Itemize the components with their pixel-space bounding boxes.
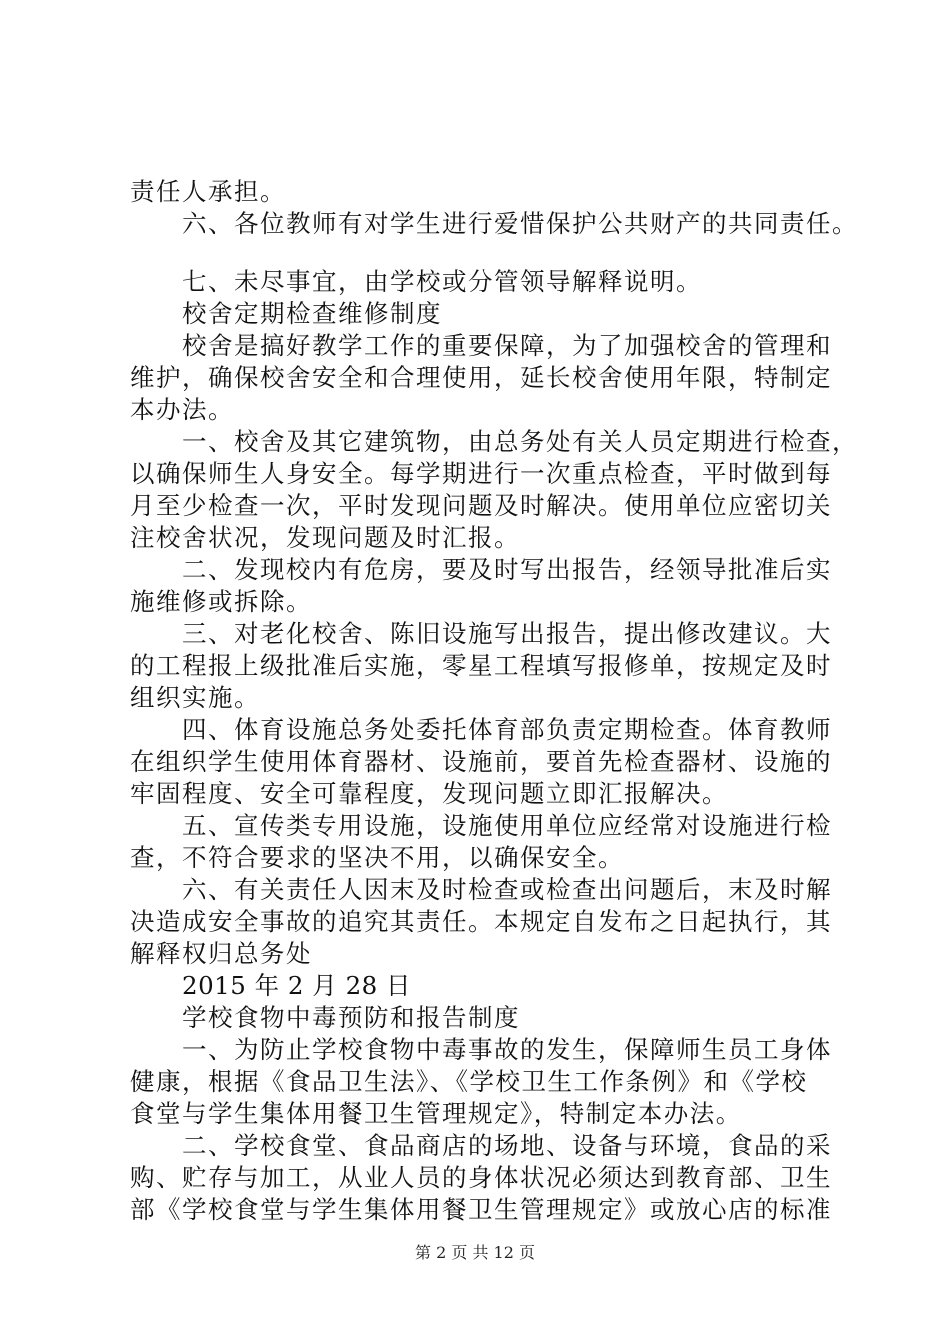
text-line: 一、为防止学校食物中毒事故的发生，保障师生员工身体 xyxy=(182,1035,832,1064)
page-number-footer: 第 2 页 共 12 页 xyxy=(415,1243,535,1262)
text-line: 五、宣传类专用设施，设施使用单位应经常对设施进行检 xyxy=(182,811,832,840)
text-line: 四、体育设施总务处委托体育部负责定期检查。体育教师 xyxy=(182,715,832,744)
text-line: 的工程报上级批准后实施，零星工程填写报修单，按规定及时 xyxy=(130,651,832,680)
text-line: 校舍是搞好教学工作的重要保障，为了加强校舍的管理和 xyxy=(182,331,832,360)
text-line: 七、未尽事宜，由学校或分管领导解释说明。 xyxy=(182,267,702,296)
text-line: 在组织学生使用体育器材、设施前，要首先检查器材、设施的 xyxy=(130,747,832,776)
date-line: 2015 年 2 月 28 日 xyxy=(182,971,412,1000)
text-line: 组织实施。 xyxy=(130,683,260,712)
text-line: 解释权归总务处 xyxy=(130,939,312,968)
text-line: 一、校舍及其它建筑物，由总务处有关人员定期进行检查， xyxy=(182,427,858,456)
text-line: 以确保师生人身安全。每学期进行一次重点检查，平时做到每 xyxy=(130,459,832,488)
text-line: 牢固程度、安全可靠程度，发现问题立即汇报解决。 xyxy=(130,779,728,808)
text-line: 三、对老化校舍、陈旧设施写出报告，提出修改建议。大 xyxy=(182,619,832,648)
text-line: 责任人承担。 xyxy=(130,177,286,206)
text-line: 食堂与学生集体用餐卫生管理规定》，特制定本办法。 xyxy=(130,1099,742,1128)
text-line: 查，不符合要求的坚决不用，以确保安全。 xyxy=(130,843,624,872)
section-heading: 学校食物中毒预防和报告制度 xyxy=(182,1003,520,1032)
text-line: 施维修或拆除。 xyxy=(130,587,312,616)
text-line: 六、有关责任人因末及时检查或检查出问题后，末及时解 xyxy=(182,875,832,904)
text-line: 六、各位教师有对学生进行爱惜保护公共财产的共同责任。 xyxy=(182,209,858,238)
text-line: 注校舍状况，发现问题及时汇报。 xyxy=(130,523,520,552)
text-line: 二、学校食堂、食品商店的场地、设备与环境，食品的采 xyxy=(182,1131,832,1160)
text-line: 购、贮存与加工，从业人员的身体状况必须达到教育部、卫生 xyxy=(130,1163,832,1192)
text-line: 决造成安全事故的追究其责任。本规定自发布之日起执行，其 xyxy=(130,907,832,936)
text-line: 健康，根据《食品卫生法》、《学校卫生工作条例》和《学校 xyxy=(130,1067,808,1096)
section-heading: 校舍定期检查维修制度 xyxy=(182,299,442,328)
text-line: 维护，确保校舍安全和合理使用，延长校舍使用年限，特制定 xyxy=(130,363,832,392)
text-line: 部《学校食堂与学生集体用餐卫生管理规定》或放心店的标准 xyxy=(130,1195,832,1224)
text-line: 月至少检查一次，平时发现问题及时解决。使用单位应密切关 xyxy=(130,491,832,520)
text-line: 二、发现校内有危房，要及时写出报告，经领导批准后实 xyxy=(182,555,832,584)
text-line: 本办法。 xyxy=(130,395,234,424)
